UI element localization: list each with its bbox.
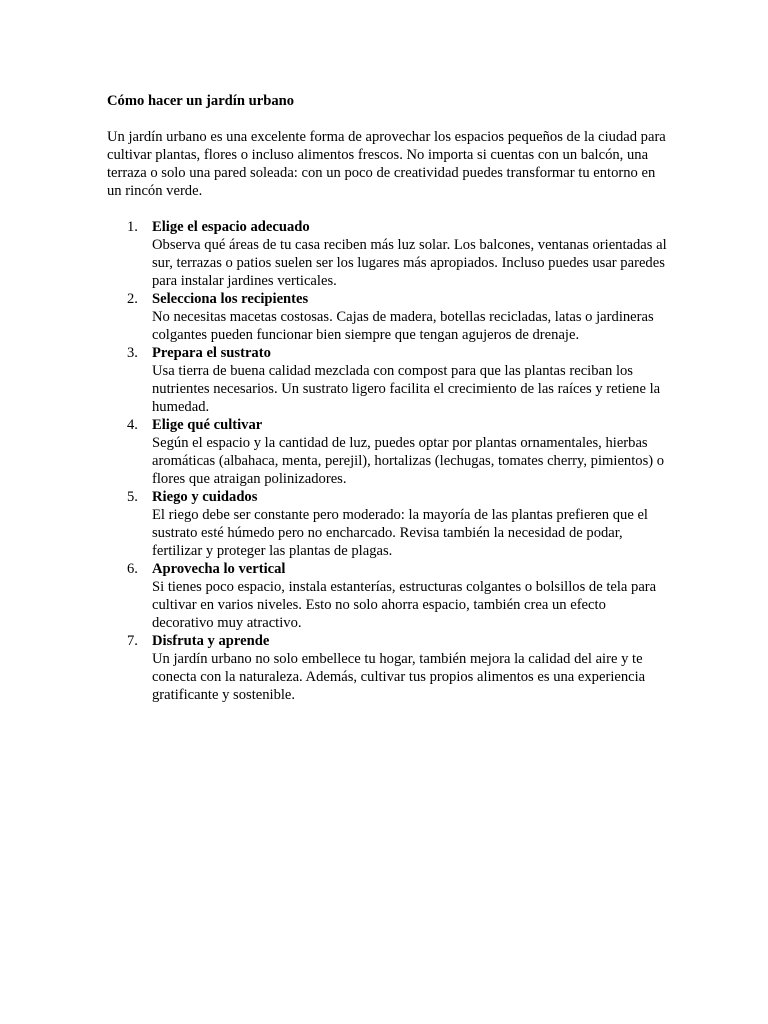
list-item: [107, 416, 667, 488]
list-item: [107, 632, 667, 704]
list-item: [107, 488, 667, 560]
step-number: 6.: [127, 561, 138, 577]
step-number: 7.: [127, 633, 138, 649]
step-title: Selecciona los recipientes: [152, 291, 309, 307]
step-text: El riego debe ser constante pero moderado: la mayoría de las plantas prefieren que el sustrato esté húmedo pero no encharcado. Revisa también la necesidad de podar, fertilizar y proteger las plantas de plagas.: [152, 507, 648, 559]
step-number: 2.: [127, 291, 138, 307]
step-number: 1.: [127, 219, 138, 235]
list-item: [107, 290, 667, 344]
step-number: 3.: [127, 345, 138, 361]
step-title: Disfruta y aprende: [152, 633, 270, 649]
step-title: Aprovecha lo vertical: [152, 561, 286, 577]
document-title: Cómo hacer un jardín urbano: [107, 93, 295, 109]
step-number: 4.: [127, 417, 138, 433]
step-text: Usa tierra de buena calidad mezclada con compost para que las plantas reciban los nutrientes necesarios. Un sustrato ligero facilita el crecimiento de las raíces y retiene la humedad.: [152, 363, 661, 415]
step-title: Elige qué cultivar: [152, 417, 263, 433]
document-page: [107, 92, 667, 704]
intro-paragraph: Un jardín urbano es una excelente forma de aprovechar los espacios pequeños de la ciudad para cultivar plantas, flores o incluso alimentos frescos. No importa si cuentas con un balcón, una terraza o solo una pared soleada: con un poco de creatividad puedes transformar tu entorno en un rincón verde.: [107, 129, 666, 199]
step-text: Según el espacio y la cantidad de luz, puedes optar por plantas ornamentales, hierbas aromáticas (albahaca, menta, perejil), hortalizas (lechugas, tomates cherry, pimientos) o flores que atraigan polinizadores.: [152, 435, 665, 487]
list-item: [107, 218, 667, 290]
step-text: Observa qué áreas de tu casa reciben más luz solar. Los balcones, ventanas orientadas al sur, terrazas o patios suelen ser los lugares más apropiados. Incluso puedes usar paredes para instalar jardines verticales.: [152, 237, 667, 289]
step-title: Elige el espacio adecuado: [152, 219, 310, 235]
steps-list: [107, 218, 667, 704]
list-item: [107, 560, 667, 632]
step-number: 5.: [127, 489, 138, 505]
step-title: Riego y cuidados: [152, 489, 258, 505]
step-text: Un jardín urbano no solo embellece tu hogar, también mejora la calidad del aire y te conecta con la naturaleza. Además, cultivar tus propios alimentos es una experiencia gratificante y sostenible.: [152, 651, 646, 703]
step-title: Prepara el sustrato: [152, 345, 271, 361]
list-item: [107, 344, 667, 416]
step-text: Si tienes poco espacio, instala estanterías, estructuras colgantes o bolsillos de tela para cultivar en varios niveles. Esto no solo ahorra espacio, también crea un efecto decorativo muy atractivo.: [152, 579, 657, 631]
step-text: No necesitas macetas costosas. Cajas de madera, botellas recicladas, latas o jardineras colgantes pueden funcionar bien siempre que tengan agujeros de drenaje.: [152, 309, 654, 343]
